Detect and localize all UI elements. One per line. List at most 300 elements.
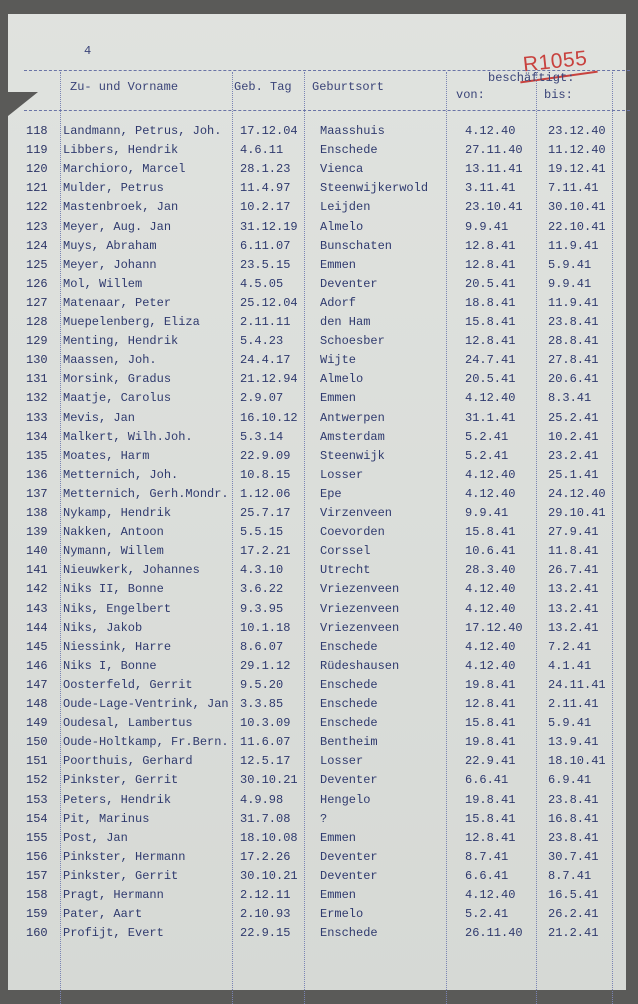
birth-place: Steenwijk: [320, 448, 385, 463]
employed-from: 4.12.40: [465, 888, 516, 902]
birth-place: Deventer: [320, 849, 378, 864]
birth-date: 5.4.23: [240, 334, 284, 349]
employed-to: 5.9.41: [548, 257, 592, 272]
table-row: [8, 733, 626, 752]
birth-place: Antwerpen: [320, 410, 385, 425]
row-number: 128: [26, 315, 48, 329]
birth-date: 2.9.07: [240, 391, 284, 406]
birth-date: 11.6.07: [240, 735, 291, 750]
birth-date: 17.2.26: [240, 849, 291, 864]
table-row: [8, 409, 626, 428]
birth-date: 6.11.07: [240, 238, 291, 253]
birth-place: Almelo: [320, 372, 364, 387]
employed-from: 12.8.41: [465, 238, 516, 253]
row-number: 151: [26, 754, 48, 769]
birth-date: 25.12.04: [240, 295, 298, 310]
employed-to: 8.3.41: [548, 391, 592, 406]
table-row: [8, 141, 626, 160]
table-row: [8, 256, 626, 275]
full-name: Marchioro, Marcel: [63, 162, 186, 177]
table-row: [8, 810, 626, 829]
row-number: 160: [26, 926, 48, 941]
header-bottom-rule: [24, 110, 630, 111]
full-name: Pinkster, Gerrit: [63, 868, 179, 883]
birth-place: Steenwijkerwold: [320, 181, 429, 196]
employed-to: 27.8.41: [548, 353, 599, 368]
table-row: [8, 771, 626, 790]
table-row: [8, 714, 626, 733]
birth-place: ?: [320, 811, 328, 826]
full-name: Pinkster, Gerrit: [63, 773, 179, 788]
full-name: Maassen, Joh.: [63, 353, 157, 368]
table-row: [8, 122, 626, 141]
employed-to: 13.2.41: [548, 601, 599, 616]
table-row: [8, 924, 626, 943]
employed-from: 13.11.41: [465, 162, 523, 177]
row-number: 120: [26, 162, 48, 177]
row-number: 145: [26, 639, 48, 654]
row-number: 152: [26, 773, 48, 788]
full-name: Muys, Abraham: [63, 238, 157, 253]
employed-to: 26.2.41: [548, 907, 599, 922]
birth-place: Hengelo: [320, 792, 371, 807]
employed-from: 15.8.41: [465, 716, 516, 731]
birth-place: Vriezenveen: [320, 620, 400, 635]
row-number: 158: [26, 888, 48, 902]
header-to: bis:: [544, 88, 573, 102]
birth-place: Wijte: [320, 353, 357, 368]
employed-to: 26.7.41: [548, 563, 599, 578]
full-name: Pit, Marinus: [63, 811, 150, 826]
full-name: Oude-Holtkamp, Fr.Bern.: [63, 735, 229, 750]
table-row: [8, 791, 626, 810]
employed-from: 9.9.41: [465, 506, 509, 520]
employed-to: 7.2.41: [548, 639, 592, 654]
employed-to: 13.2.41: [548, 620, 599, 635]
employed-to: 19.12.41: [548, 162, 606, 177]
birth-date: 2.10.93: [240, 907, 291, 922]
header-birth-date: Geb. Tag: [234, 80, 292, 94]
birth-place: Amsterdam: [320, 429, 385, 444]
table-row: [8, 237, 626, 256]
birth-date: 25.7.17: [240, 506, 291, 520]
birth-date: 8.6.07: [240, 639, 284, 654]
full-name: Nykamp, Hendrik: [63, 506, 172, 520]
row-number: 149: [26, 716, 48, 731]
row-number: 147: [26, 677, 48, 692]
employed-from: 17.12.40: [465, 620, 523, 635]
employed-from: 9.9.41: [465, 219, 509, 234]
employed-to: 10.2.41: [548, 429, 599, 444]
employed-to: 23.12.40: [548, 124, 606, 138]
birth-date: 9.3.95: [240, 601, 284, 616]
birth-place: Emmen: [320, 888, 357, 902]
birth-date: 22.9.15: [240, 926, 291, 941]
employed-to: 24.11.41: [548, 677, 606, 692]
employed-from: 10.6.41: [465, 544, 516, 559]
header-from: von:: [456, 88, 485, 102]
employed-to: 23.8.41: [548, 792, 599, 807]
employed-from: 6.6.41: [465, 868, 509, 883]
full-name: Maatje, Carolus: [63, 391, 172, 406]
birth-date: 1.12.06: [240, 486, 291, 501]
full-name: Moates, Harm: [63, 448, 150, 463]
full-name: Meyer, Johann: [63, 257, 157, 272]
employed-to: 23.2.41: [548, 448, 599, 463]
employed-from: 4.12.40: [465, 124, 516, 138]
employed-from: 6.6.41: [465, 773, 509, 788]
full-name: Mulder, Petrus: [63, 181, 164, 196]
birth-date: 10.2.17: [240, 200, 291, 215]
full-name: Mevis, Jan: [63, 410, 136, 425]
birth-place: Almelo: [320, 219, 364, 234]
birth-date: 5.3.14: [240, 429, 284, 444]
birth-place: Vriezenveen: [320, 601, 400, 616]
birth-place: Virzenveen: [320, 506, 393, 520]
row-number: 135: [26, 448, 48, 463]
table-row: [8, 752, 626, 771]
full-name: Metternich, Joh.: [63, 467, 179, 482]
row-number: 142: [26, 582, 48, 597]
row-number: 139: [26, 525, 48, 540]
employed-from: 5.2.41: [465, 907, 509, 922]
birth-place: Utrecht: [320, 563, 371, 578]
table-row: [8, 294, 626, 313]
employed-to: 5.9.41: [548, 716, 592, 731]
row-number: 118: [26, 124, 48, 138]
employed-to: 11.9.41: [548, 238, 599, 253]
full-name: Pinkster, Hermann: [63, 849, 186, 864]
full-name: Mol, Willem: [63, 276, 143, 291]
table-row: [8, 886, 626, 905]
employed-to: 18.10.41: [548, 754, 606, 769]
table-row: [8, 370, 626, 389]
employed-to: 16.8.41: [548, 811, 599, 826]
table-row: [8, 351, 626, 370]
table-row: [8, 848, 626, 867]
table-row: [8, 332, 626, 351]
birth-place: Adorf: [320, 295, 357, 310]
row-number: 136: [26, 467, 48, 482]
full-name: Niessink, Harre: [63, 639, 172, 654]
employed-to: 20.6.41: [548, 372, 599, 387]
employed-to: 11.12.40: [548, 143, 606, 158]
full-name: Niks, Engelbert: [63, 601, 172, 616]
employed-from: 20.5.41: [465, 372, 516, 387]
table-row: [8, 561, 626, 580]
row-number: 121: [26, 181, 48, 196]
table-row: [8, 466, 626, 485]
employed-to: 11.8.41: [548, 544, 599, 559]
birth-place: den Ham: [320, 315, 371, 329]
row-number: 119: [26, 143, 48, 158]
employed-to: 25.1.41: [548, 467, 599, 482]
birth-place: Emmen: [320, 830, 357, 845]
table-row: [8, 179, 626, 198]
birth-place: Deventer: [320, 276, 378, 291]
birth-place: Leijden: [320, 200, 371, 215]
full-name: Nymann, Willem: [63, 544, 164, 559]
employed-from: 23.10.41: [465, 200, 523, 215]
employed-to: 21.2.41: [548, 926, 599, 941]
birth-place: Emmen: [320, 257, 357, 272]
employed-from: 20.5.41: [465, 276, 516, 291]
row-number: 155: [26, 830, 48, 845]
table-row: [8, 428, 626, 447]
row-number: 159: [26, 907, 48, 922]
full-name: Morsink, Gradus: [63, 372, 172, 387]
row-number: 123: [26, 219, 48, 234]
birth-date: 22.9.09: [240, 448, 291, 463]
full-name: Pater, Aart: [63, 907, 143, 922]
employed-to: 16.5.41: [548, 888, 599, 902]
table-row: [8, 389, 626, 408]
row-number: 132: [26, 391, 48, 406]
row-number: 133: [26, 410, 48, 425]
employed-to: 13.2.41: [548, 582, 599, 597]
full-name: Niks II, Bonne: [63, 582, 164, 597]
full-name: Malkert, Wilh.Joh.: [63, 429, 193, 444]
full-name: Metternich, Gerh.Mondr.: [63, 486, 229, 501]
employed-from: 19.8.41: [465, 792, 516, 807]
row-number: 157: [26, 868, 48, 883]
employed-from: 19.8.41: [465, 677, 516, 692]
row-number: 148: [26, 697, 48, 711]
employed-from: 4.12.40: [465, 486, 516, 501]
birth-place: Emmen: [320, 391, 357, 406]
row-number: 146: [26, 658, 48, 673]
employed-from: 19.8.41: [465, 735, 516, 750]
birth-date: 3.3.85: [240, 697, 284, 711]
row-number: 125: [26, 257, 48, 272]
employed-from: 26.11.40: [465, 926, 523, 941]
row-number: 143: [26, 601, 48, 616]
row-number: 137: [26, 486, 48, 501]
employed-to: 2.11.41: [548, 697, 599, 711]
table-row: [8, 829, 626, 848]
employed-to: 9.9.41: [548, 276, 592, 291]
birth-place: Bunschaten: [320, 238, 393, 253]
employed-from: 15.8.41: [465, 525, 516, 540]
employed-to: 28.8.41: [548, 334, 599, 349]
birth-date: 5.5.15: [240, 525, 284, 540]
employed-to: 13.9.41: [548, 735, 599, 750]
birth-date: 2.11.11: [240, 315, 291, 329]
full-name: Niks, Jakob: [63, 620, 143, 635]
full-name: Nakken, Antoon: [63, 525, 164, 540]
birth-date: 3.6.22: [240, 582, 284, 597]
full-name: Landmann, Petrus, Joh.: [63, 124, 222, 138]
full-name: Pragt, Hermann: [63, 888, 164, 902]
birth-date: 31.7.08: [240, 811, 291, 826]
birth-date: 4.6.11: [240, 143, 284, 158]
employed-from: 5.2.41: [465, 448, 509, 463]
full-name: Oosterfeld, Gerrit: [63, 677, 193, 692]
row-number: 124: [26, 238, 48, 253]
birth-date: 16.10.12: [240, 410, 298, 425]
full-name: Meyer, Aug. Jan: [63, 219, 172, 234]
employed-from: 24.7.41: [465, 353, 516, 368]
row-number: 153: [26, 792, 48, 807]
full-name: Profijt, Evert: [63, 926, 164, 941]
row-number: 122: [26, 200, 48, 215]
row-number: 130: [26, 353, 48, 368]
table-row: [8, 504, 626, 523]
birth-date: 9.5.20: [240, 677, 284, 692]
birth-date: 29.1.12: [240, 658, 291, 673]
birth-place: Enschede: [320, 716, 378, 731]
row-number: 156: [26, 849, 48, 864]
birth-date: 4.9.98: [240, 792, 284, 807]
table-row: [8, 542, 626, 561]
birth-date: 11.4.97: [240, 181, 291, 196]
employed-from: 12.8.41: [465, 830, 516, 845]
full-name: Nieuwkerk, Johannes: [63, 563, 200, 578]
table-row: [8, 160, 626, 179]
employed-to: 6.9.41: [548, 773, 592, 788]
birth-place: Corssel: [320, 544, 371, 559]
row-number: 150: [26, 735, 48, 750]
header-name: Zu- und Vorname: [70, 80, 179, 94]
employed-from: 5.2.41: [465, 429, 509, 444]
table-row: [8, 485, 626, 504]
torn-corner: [8, 92, 38, 116]
birth-date: 30.10.21: [240, 868, 298, 883]
birth-date: 17.2.21: [240, 544, 291, 559]
birth-place: Enschede: [320, 639, 378, 654]
birth-place: Rüdeshausen: [320, 658, 400, 673]
birth-place: Ermelo: [320, 907, 364, 922]
employed-from: 28.3.40: [465, 563, 516, 578]
employed-from: 4.12.40: [465, 391, 516, 406]
birth-date: 30.10.21: [240, 773, 298, 788]
row-number: 131: [26, 372, 48, 387]
birth-place: Vienca: [320, 162, 364, 177]
table-row: [8, 867, 626, 886]
table-row: [8, 676, 626, 695]
table-row: [8, 619, 626, 638]
table-row: [8, 638, 626, 657]
employed-from: 18.8.41: [465, 295, 516, 310]
full-name: Peters, Hendrik: [63, 792, 172, 807]
full-name: Poorthuis, Gerhard: [63, 754, 193, 769]
employed-to: 30.7.41: [548, 849, 599, 864]
birth-date: 31.12.19: [240, 219, 298, 234]
employed-from: 4.12.40: [465, 582, 516, 597]
birth-place: Coevorden: [320, 525, 385, 540]
birth-date: 10.8.15: [240, 467, 291, 482]
employed-from: 22.9.41: [465, 754, 516, 769]
employed-from: 27.11.40: [465, 143, 523, 158]
employed-from: 15.8.41: [465, 811, 516, 826]
birth-date: 4.3.10: [240, 563, 284, 578]
birth-date: 23.5.15: [240, 257, 291, 272]
birth-date: 10.1.18: [240, 620, 291, 635]
birth-place: Losser: [320, 467, 364, 482]
birth-date: 12.5.17: [240, 754, 291, 769]
birth-date: 10.3.09: [240, 716, 291, 731]
row-number: 134: [26, 429, 48, 444]
birth-place: Epe: [320, 486, 342, 501]
birth-place: Deventer: [320, 868, 378, 883]
row-number: 141: [26, 563, 48, 578]
birth-date: 18.10.08: [240, 830, 298, 845]
row-number: 129: [26, 334, 48, 349]
employed-from: 4.12.40: [465, 639, 516, 654]
birth-place: Enschede: [320, 677, 378, 692]
birth-place: Enschede: [320, 926, 378, 941]
full-name: Libbers, Hendrik: [63, 143, 179, 158]
full-name: Oude-Lage-Ventrink, Jan: [63, 697, 229, 711]
birth-place: Enschede: [320, 697, 378, 711]
table-row: [8, 580, 626, 599]
employed-from: 31.1.41: [465, 410, 516, 425]
birth-date: 24.4.17: [240, 353, 291, 368]
employed-to: 27.9.41: [548, 525, 599, 540]
employed-to: 23.8.41: [548, 830, 599, 845]
table-row: [8, 275, 626, 294]
employed-to: 22.10.41: [548, 219, 606, 234]
birth-date: 4.5.05: [240, 276, 284, 291]
archive-code: R1055: [521, 46, 589, 77]
birth-place: Maasshuis: [320, 124, 385, 138]
employed-to: 11.9.41: [548, 295, 599, 310]
table-row: [8, 695, 626, 714]
birth-date: 17.12.04: [240, 124, 298, 138]
birth-place: Vriezenveen: [320, 582, 400, 597]
employed-from: 12.8.41: [465, 697, 516, 711]
table-row: [8, 447, 626, 466]
employed-from: 15.8.41: [465, 315, 516, 329]
birth-date: 28.1.23: [240, 162, 291, 177]
table-row: [8, 600, 626, 619]
full-name: Muepelenberg, Eliza: [63, 315, 200, 329]
header-employed: beschäftigt:: [488, 71, 575, 85]
birth-place: Losser: [320, 754, 364, 769]
page-label: 4: [84, 44, 92, 58]
row-number: 140: [26, 544, 48, 559]
employed-to: 4.1.41: [548, 658, 592, 673]
full-name: Menting, Hendrik: [63, 334, 179, 349]
employed-from: 4.12.40: [465, 658, 516, 673]
employed-to: 8.7.41: [548, 868, 592, 883]
row-number: 126: [26, 276, 48, 291]
full-name: Mastenbroek, Jan: [63, 200, 179, 215]
full-name: Post, Jan: [63, 830, 128, 845]
table-row: [8, 218, 626, 237]
full-name: Oudesal, Lambertus: [63, 716, 193, 731]
employed-to: 7.11.41: [548, 181, 599, 196]
table-row: [8, 657, 626, 676]
employed-to: 24.12.40: [548, 486, 606, 501]
row-number: 127: [26, 295, 48, 310]
table-row: [8, 905, 626, 924]
employed-from: 3.11.41: [465, 181, 516, 196]
birth-place: Bentheim: [320, 735, 378, 750]
row-number: 138: [26, 506, 48, 520]
row-number: 144: [26, 620, 48, 635]
employed-from: 12.8.41: [465, 334, 516, 349]
table-row: [8, 313, 626, 332]
document-page: [8, 14, 626, 990]
employed-to: 25.2.41: [548, 410, 599, 425]
birth-place: Schoesber: [320, 334, 385, 349]
employed-from: 8.7.41: [465, 849, 509, 864]
employed-to: 30.10.41: [548, 200, 606, 215]
row-number: 154: [26, 811, 48, 826]
employed-from: 4.12.40: [465, 467, 516, 482]
employed-to: 23.8.41: [548, 315, 599, 329]
